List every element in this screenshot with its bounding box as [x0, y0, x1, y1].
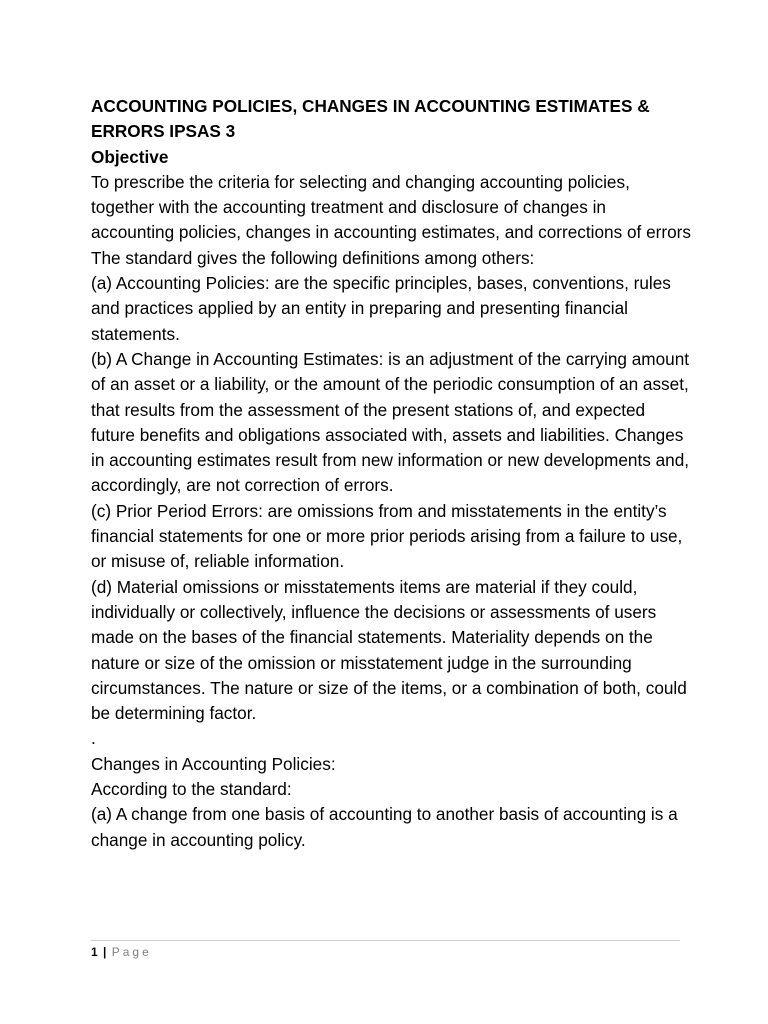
paragraph-definition-d: (d) Material omissions or misstatements items are material if they could, individually or collectively, influence the decisions or assessments of users made on the bases of the financial statements. Materiality depends on the nature or size of the omission or misstatement judge in the surrounding circumstances. The nature or size of the items, or a combination of both, could be determining factor.	[91, 576, 687, 724]
page-label: Page	[111, 945, 152, 959]
paragraph-dot: .	[91, 728, 96, 749]
document-title: ACCOUNTING POLICIES, CHANGES IN ACCOUNTING ESTIMATES & ERRORS IPSAS 3	[91, 96, 650, 142]
page-number: 1	[91, 945, 98, 959]
page-footer	[91, 944, 152, 960]
objective-heading: Objective	[91, 146, 169, 167]
paragraph-according: According to the standard:	[91, 779, 292, 800]
footer-separator: |	[103, 945, 107, 959]
document-body	[91, 94, 691, 853]
paragraph-objective: To prescribe the criteria for selecting and changing accounting policies, together with the accounting treatment and disclosure of changes in accounting policies, changes in accounting estimates, and corrections of errors	[91, 171, 691, 243]
paragraph-change-a: (a) A change from one basis of accounting to another basis of accounting is a change in accounting policy.	[91, 804, 678, 850]
footer-divider	[91, 940, 680, 941]
paragraph-changes-heading: Changes in Accounting Policies:	[91, 753, 336, 774]
paragraph-definitions-intro: The standard gives the following definitions among others:	[91, 247, 535, 268]
paragraph-definition-a: (a) Accounting Policies: are the specific principles, bases, conventions, rules and practices applied by an entity in preparing and presenting financial statements.	[91, 273, 671, 344]
paragraph-definition-c: (c) Prior Period Errors: are omissions from and misstatements in the entity’s financial statements for one or more prior periods arising from a failure to use, or misuse of, reliable information.	[91, 500, 683, 572]
paragraph-definition-b: (b) A Change in Accounting Estimates: is an adjustment of the carrying amount of an asset or a liability, or the amount of the periodic consumption of an asset, that results from the assessment of the present stations of, and expected future benefits and obligations associated with, assets and liabilities. Changes in accounting estimates result from new information or new developments and, accordingly, are not correction of errors.	[91, 348, 690, 496]
